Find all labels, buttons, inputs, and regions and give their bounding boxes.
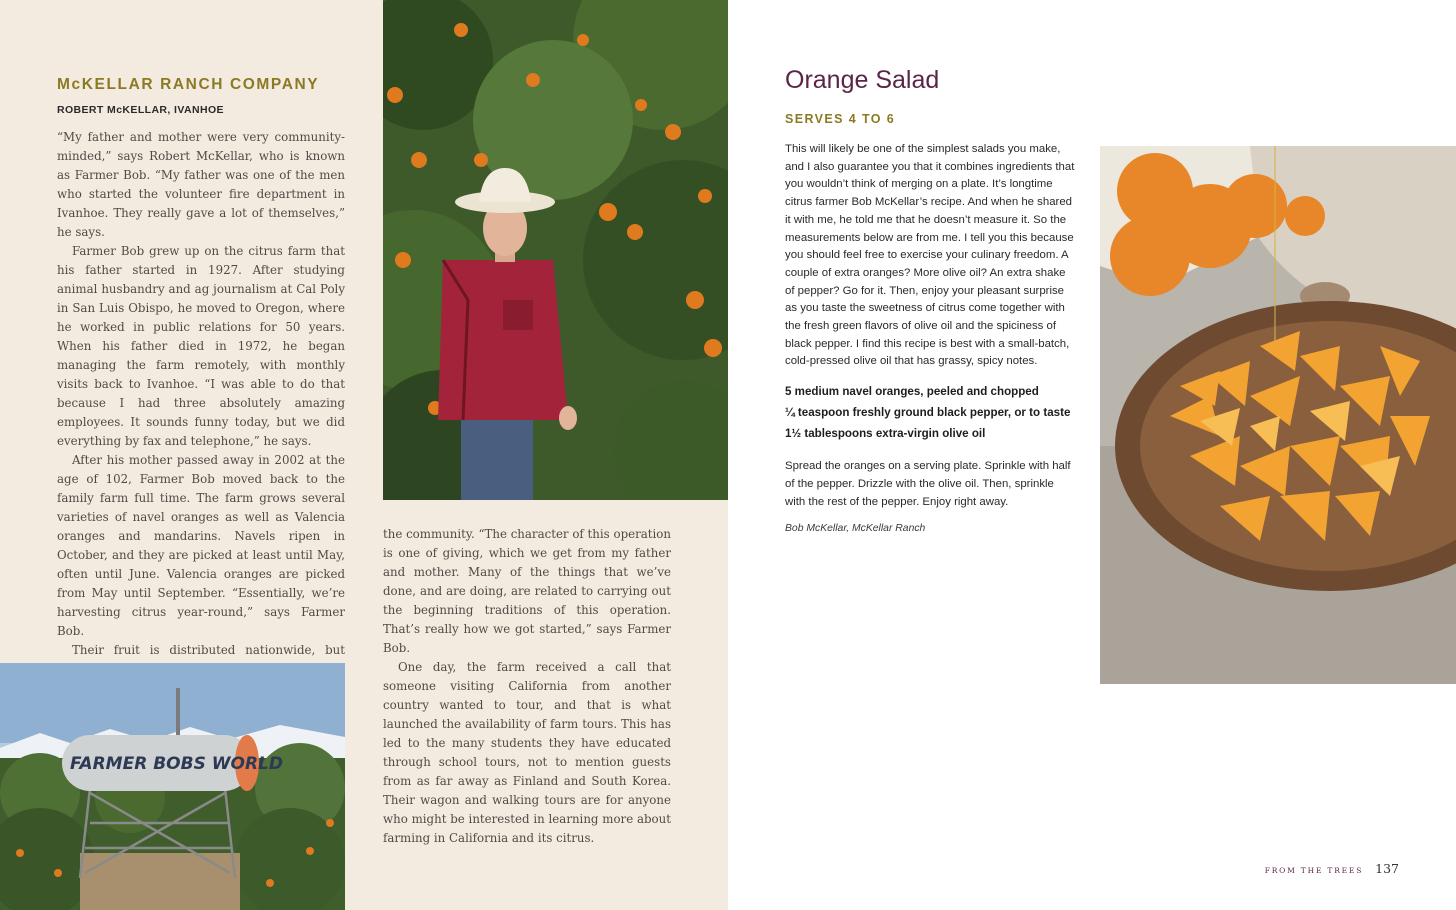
recipe-method: Spread the oranges on a serving plate. Sprinkle with half of the pepper. Drizzle with the olive oil. Then, sprinkle with the rest of the pepper. Enjoy right away. xyxy=(785,460,1071,508)
ingredient-item: 5 medium navel oranges, peeled and chopped xyxy=(785,385,1039,399)
article-paragraph: After his mother passed away in 2002 at the age of 102, Farmer Bob moved back to the family farm full time. The farm grows several varieties of navel oranges as well as Valencia oranges and mandarins. Navels ripen in October, and they are picked at least until May, often until June. Valencia oranges are picked from May until September. “Essentially, we’re harvesting citrus year-round,” says Farmer Bob. xyxy=(57,453,345,638)
recipe-body xyxy=(785,141,1075,534)
article-paragraph: Their fruit is distributed nationwide, but xyxy=(72,643,345,657)
ingredient-item: ¼ teaspoon freshly ground black pepper, or to taste xyxy=(785,406,1071,420)
farmer-portrait-photo xyxy=(383,0,728,500)
page-footer xyxy=(1265,861,1399,876)
recipe-credit: Bob McKellar, McKellar Ranch xyxy=(785,523,926,535)
sign-text: FARMER BOBS WORLD xyxy=(70,754,283,774)
article-paragraph: the community. “The character of this operation is one of giving, which we get from my father and mother. Many of the things that we’ve done, and are doing, are related to carrying out the beginning traditions of this operation. That’s really how we got started,” says Farmer Bob. xyxy=(383,527,671,655)
recipe-title: Orange Salad xyxy=(785,66,940,94)
article-title: McKELLAR RANCH COMPANY xyxy=(57,76,320,93)
recipe-serves: SERVES 4 TO 6 xyxy=(785,112,896,126)
running-head: FROM THE TREES xyxy=(1264,866,1364,875)
orange-salad-photo xyxy=(1100,146,1456,684)
recipe-intro: This will likely be one of the simplest salads you make, and I also guarantee you that it combines ingredients that you wouldn’t think of merging on a plate. It’s longtime citrus farmer Bob McKellar’s recipe. And when he shared it with me, he told me that he doesn’t measure it. So the measurements below are from me. I tell you this because you should feel free to exercise your culinary freedom. A couple of extra oranges? More olive oil? An extra shake of pepper? Go for it. Then, enjoy your pleasant surprise as you taste the sweetness of citrus come together with the fresh green flavors of olive oil and the spiciness of black pepper. I find this recipe is best with a small-batch, cold-pressed olive oil that has grassy, spicy notes. xyxy=(785,143,1075,368)
article-paragraph: Farmer Bob grew up on the citrus farm that his father started in 1927. After studying animal husbandry and ag journalism at Cal Poly in San Luis Obispo, he moved to Oregon, where he worked in public relations for 50 years. When his father died in 1972, he began managing the farm remotely, with monthly visits back to Ivanhoe. “I was able to do that because I had three absolutely amazing employees. It sounds funny today, but we did everything by fax and telephone,” he says. xyxy=(57,244,345,448)
ingredient-item: 1½ tablespoons extra-virgin olive oil xyxy=(785,427,986,441)
farmer-bobs-world-sign-photo xyxy=(0,663,345,910)
page-number: 137 xyxy=(1375,861,1399,876)
article-byline: ROBERT McKELLAR, IVANHOE xyxy=(57,104,224,116)
article-column-2 xyxy=(383,525,671,848)
ingredient-list xyxy=(785,381,1075,444)
article-paragraph: One day, the farm received a call that someone visiting California from another country wanted to tour, and that is what launched the availability of farm tours. This has led to the many students they have educated through school tours, not to mention guests from as far away as Finland and South Korea. Their wagon and walking tours are for anyone who might be interested in learning more about farming in California and its citrus. xyxy=(383,660,671,845)
article-paragraph: “My father and mother were very community-minded,” says Robert McKellar, who is known as Farmer Bob. “My father was one of the men who started the volunteer fire department in Ivanhoe. They really gave a lot of themselves,” he says. xyxy=(57,130,345,239)
article-column-1 xyxy=(57,76,345,717)
